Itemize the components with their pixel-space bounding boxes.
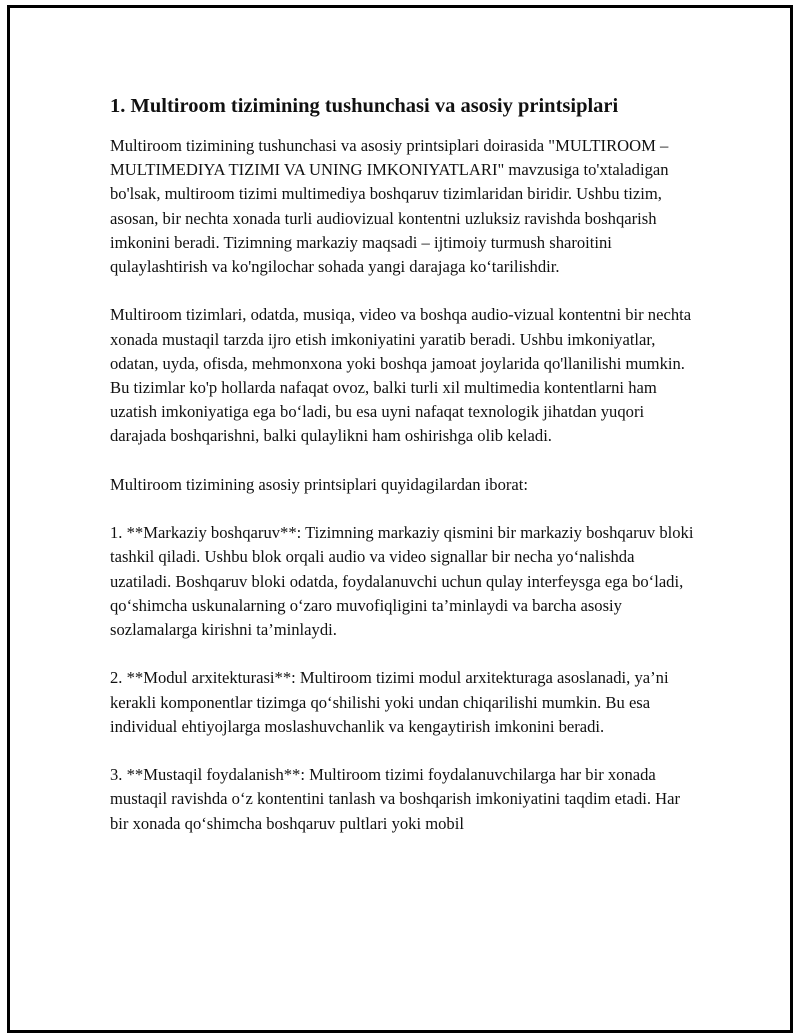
paragraph-principles-intro: Multiroom tizimining asosiy printsiplari quyidagilardan iborat: [110,474,529,494]
paragraph-usage: Multiroom tizimlari, odatda, musiqa, video va boshqa audio-vizual kontentni bir nechta xonada mustaqil tarzda ijro etish imkoniyatini yaratib beradi. Ushbu imkoniyatlar, odatan, uyda, ofisda, mehmonxona yoki boshqa jamoat joylarida qo'llanilishi mumkin. Bu tizimlar ko'p hollarda nafaqat ovoz, balki turli xil multimedia kontentlarni ham uzatish imkoniyatiga ega boʻladi, bu esa uyni nafaqat texnologik jihatdan yuqori darajada boshqarishni, balki qulaylikni ham oshirishga olib keladi. [110,305,692,446]
section-heading: 1. Multiroom tizimining tushunchasi va asosiy printsiplari [110,95,619,117]
paragraph-intro: Multiroom tizimining tushunchasi va asosiy printsiplari doirasida "MULTIROOM – MULTIMEDIYA TIZIMI VA UNING IMKONIYATLARI" mavzusiga to'xtaladigan bo'lsak, multiroom tizimi multimediya boshqaruv tizimlaridan biridir. Ushbu tizim, asosan, bir nechta xonada turli audiovizual kontentni uzluksiz ravishda boshqarish imkonini beradi. Tizimning markaziy maqsadi – ijtimoiy turmush sharoitini qulaylashtirish va ko'ngilochar sohada yangi darajaga koʻtarilishdir. [110,136,669,277]
paragraph-principle-3: 3. **Mustaqil foydalanish**: Multiroom tizimi foydalanuvchilarga har bir xonada mustaqil ravishda oʻz kontentini tanlash va boshqarish imkoniyatini taqdim etadi. Har bir xonada qoʻshimcha boshqaruv pultlari yoki mobil [110,765,681,833]
paragraph-principle-1: 1. **Markaziy boshqaruv**: Tizimning markaziy qismini bir markaziy boshqaruv bloki tashkil qiladi. Ushbu blok orqali audio va video signallar bir necha yoʻnalishda uzatiladi. Boshqaruv bloki odatda, foydalanuvchi uchun qulay interfeysga ega boʻladi, qoʻshimcha uskunalarning oʻzaro muvofiqligini ta’minlaydi va barcha asosiy sozlamalarga kirishni ta’minlaydi. [110,523,694,640]
paragraph-principle-2: 2. **Modul arxitekturasi**: Multiroom tizimi modul arxitekturaga asoslanadi, ya’ni kerakli komponentlar tizimga qoʻshilishi yoki undan chiqarilishi mumkin. Bu esa individual ehtiyojlarga moslashuvchanlik va kengaytirish imkonini beradi. [110,668,669,736]
document-body [110,92,695,860]
